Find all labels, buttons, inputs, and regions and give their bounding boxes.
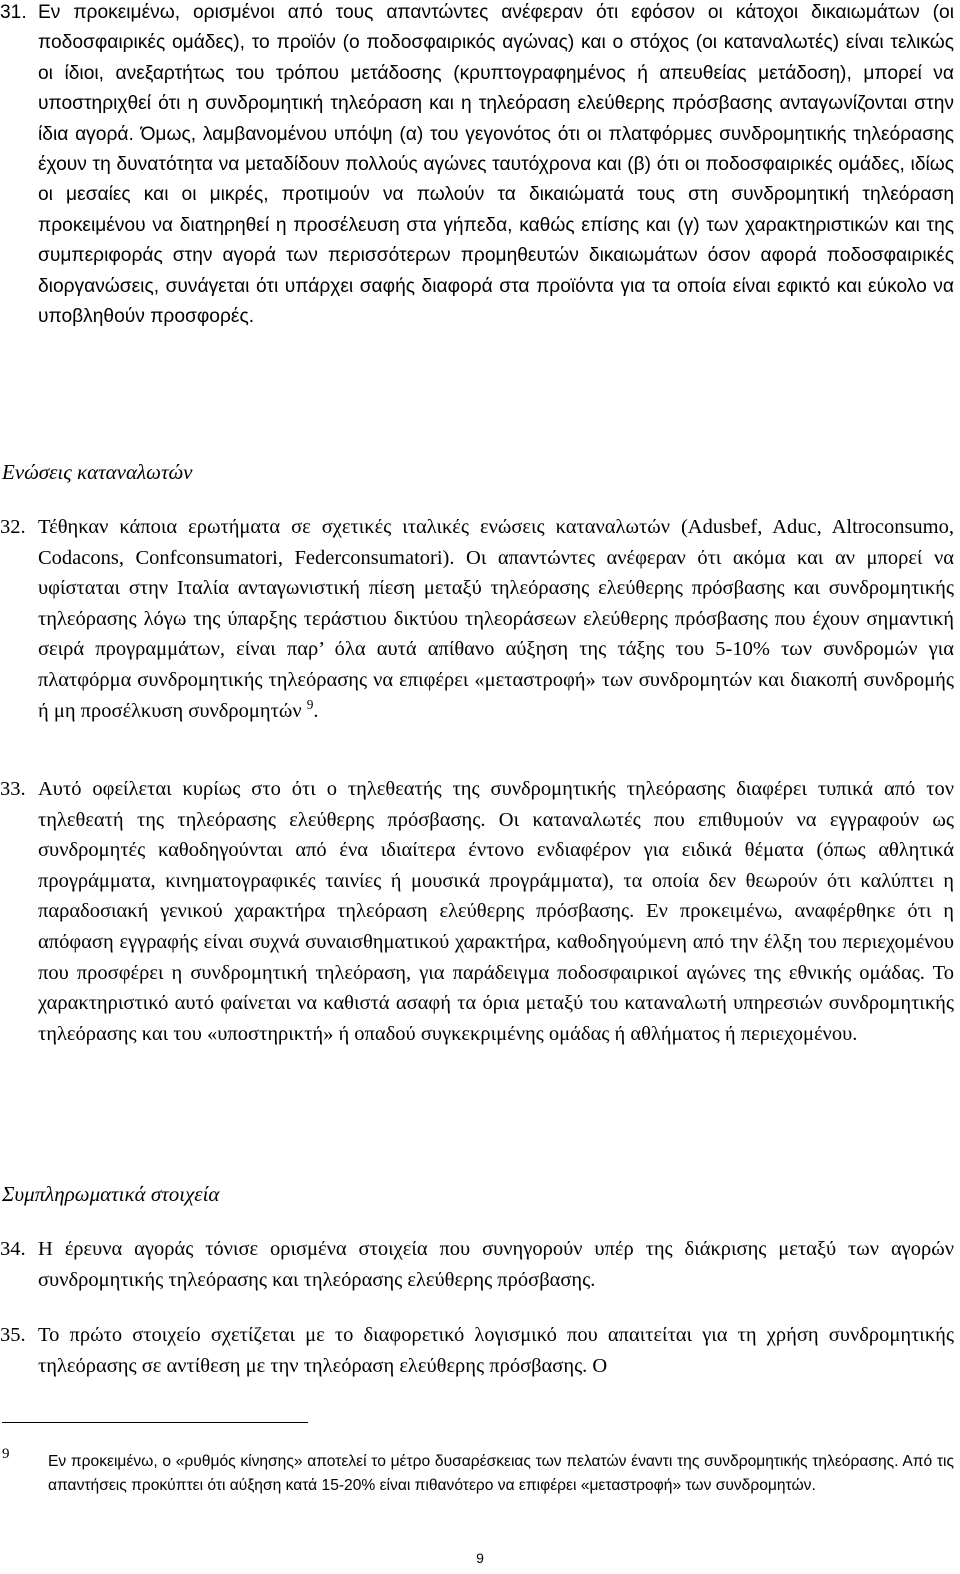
paragraph-number: 34. <box>0 1238 26 1260</box>
page-number: 9 <box>476 1550 484 1566</box>
paragraph-number: 32. <box>0 516 26 538</box>
paragraph-number: 31. <box>0 2 27 23</box>
paragraph-number: 35. <box>0 1324 26 1346</box>
footnote-text: Εν προκειμένω, ο «ρυθμός κίνησης» αποτελεί το μέτρο δυσαρέσκειας των πελατών έναντι της συνδρομητικής τηλεόρασης. Από τις απαντήσεις προκύπτει ότι αύξηση κατά 15-20% είναι πιθανότερο να επιφέρει «μεταστροφή» των συνδρομητών. <box>48 1453 954 1495</box>
footnote-reference[interactable]: 9 <box>306 696 314 712</box>
paragraph-text: Εν προκειμένω, ορισμένοι από τους απαντώντες ανέφεραν ότι εφόσον οι κάτοχοι δικαιωμάτων (οι ποδοσφαιρικές ομάδες), το προϊόν (ο ποδοσφαιρικός αγώνας) και ο στόχος (οι καταναλωτές) είναι τελικώς οι ίδιοι, ανεξαρτήτως του τρόπου μετάδοσης (κρυπτογραφημένος ή απευθείας μετάδοση), μπορεί να υποστηριχθεί ότι η συνδρομητική τηλεόραση και η τηλεόραση ελεύθερης πρόσβασης ανταγωνίζονται στην ίδια αγορά. Όμως, λαμβανομένου υπόψη (α) του γεγονότος ότι οι πλατφόρμες συνδρομητικής τηλεόρασης έχουν τη δυνατότητα να μεταδίδουν πολλούς αγώνες ταυτόχρονα και (β) ότι οι ποδοσφαιρικές ομάδες, ιδίως οι μεσαίες και οι μικρές, προτιμούν να πωλούν τα δικαιώματά τους στη συνδρομητική τηλεόραση προκειμένου να διατηρηθεί η προσέλευση στα γήπεδα, καθώς επίσης και (γ) των χαρακτηριστικών και της συμπεριφοράς στην αγορά των περισσότερων προμηθευτών δικαιωμάτων όσον αφορά ποδοσφαιρικές διοργανώσεις, συνάγεται ότι υπάρχει σαφής διαφορά στα προϊόντα για τα οποία είναι εφικτό και εύκολο να υποβληθούν προσφορές. <box>38 2 954 328</box>
section-heading-supplementary: Συμπληρωματικά στοιχεία <box>2 1182 220 1206</box>
section-heading-consumer-associations: Ενώσεις καταναλωτών <box>2 460 193 484</box>
paragraph-tail: . <box>313 699 319 722</box>
paragraph-text: Τέθηκαν κάποια ερωτήματα σε σχετικές ιταλικές ενώσεις καταναλωτών (Adusbef, Aduc, Altroconsumo, Codacons, Confconsumatori, Federconsumatori). Οι απαντώντες ανέφεραν ότι ακόμα και αν μπορεί να υφίσταται στην Ιταλία ανταγωνιστική πίεση μεταξύ τηλεόρασης ελεύθερης πρόσβασης και συνδρομητικής τηλεόρασης λόγω της ύπαρξης τεράστιου δικτύου τηλεοράσεων ελεύθερης πρόσβασης που έχουν σημαντική σειρά προγραμμάτων, είναι παρ’ όλα αυτά απίθανο αύξηση της τάξης του 5-10% των συνδρομών για πλατφόρμα συνδρομητικής τηλεόρασης να επιφέρει «μεταστροφή» των συνδρομητών και διακοπή συνδρομής ή μη προσέλκυση συνδρομητών <box>38 516 954 722</box>
paragraph-number: 33. <box>0 778 26 800</box>
paragraph-31 <box>0 0 954 332</box>
paragraph-33 <box>0 774 954 1049</box>
paragraph-32 <box>0 512 954 726</box>
paragraph-text: Αυτό οφείλεται κυρίως στο ότι ο τηλεθεατής της συνδρομητικής τηλεόρασης διαφέρει τυπικά από τον τηλεθεατή της τηλεόρασης ελεύθερης πρόσβασης. Οι καταναλωτές που επιθυμούν να εγγραφούν ως συνδρομητές καθοδηγούνται από ένα ιδιαίτερα έντονο ενδιαφέρον για ειδικά θέματα (όπως αθλητικά προγράμματα, κινηματογραφικές ταινίες ή μουσικά προγράμματα), τα οποία δεν θεωρούν ότι καλύπτει η παραδοσιακή γενικού χαρακτήρα τηλεόραση ελεύθερης πρόσβασης. Εν προκειμένω, αναφέρθηκε ότι η απόφαση εγγραφής είναι συχνά συναισθηματικού χαρακτήρα, καθοδηγούμενη από την έλξη του περιεχομένου που προσφέρει η συνδρομητική τηλεόραση, για παράδειγμα ποδοσφαιρικοί αγώνες της εθνικής ομάδας. Το χαρακτηριστικό αυτό φαίνεται να καθιστά ασαφή τα όρια μεταξύ του καταναλωτή υπηρεσιών συνδρομητικής τηλεόρασης και του «υποστηρικτή» ή οπαδού συγκεκριμένης ομάδας ή αθλήματος ή περιεχομένου. <box>38 778 954 1045</box>
paragraph-34 <box>0 1234 954 1295</box>
paragraph-35 <box>0 1320 954 1381</box>
paragraph-text: Το πρώτο στοιχείο σχετίζεται με το διαφορετικό λογισμικό που απαιτείται για τη χρήση συνδρομητικής τηλεόρασης σε αντίθεση με την τηλεόραση ελεύθερης πρόσβασης. Ο <box>38 1324 954 1377</box>
footnote-separator <box>2 1422 308 1423</box>
footnote-mark: 9 <box>2 1446 10 1462</box>
paragraph-text: Η έρευνα αγοράς τόνισε ορισμένα στοιχεία που συνηγορούν υπέρ της διάκρισης μεταξύ των αγορών συνδρομητικής τηλεόρασης και τηλεόρασης ελεύθερης πρόσβασης. <box>38 1238 954 1291</box>
